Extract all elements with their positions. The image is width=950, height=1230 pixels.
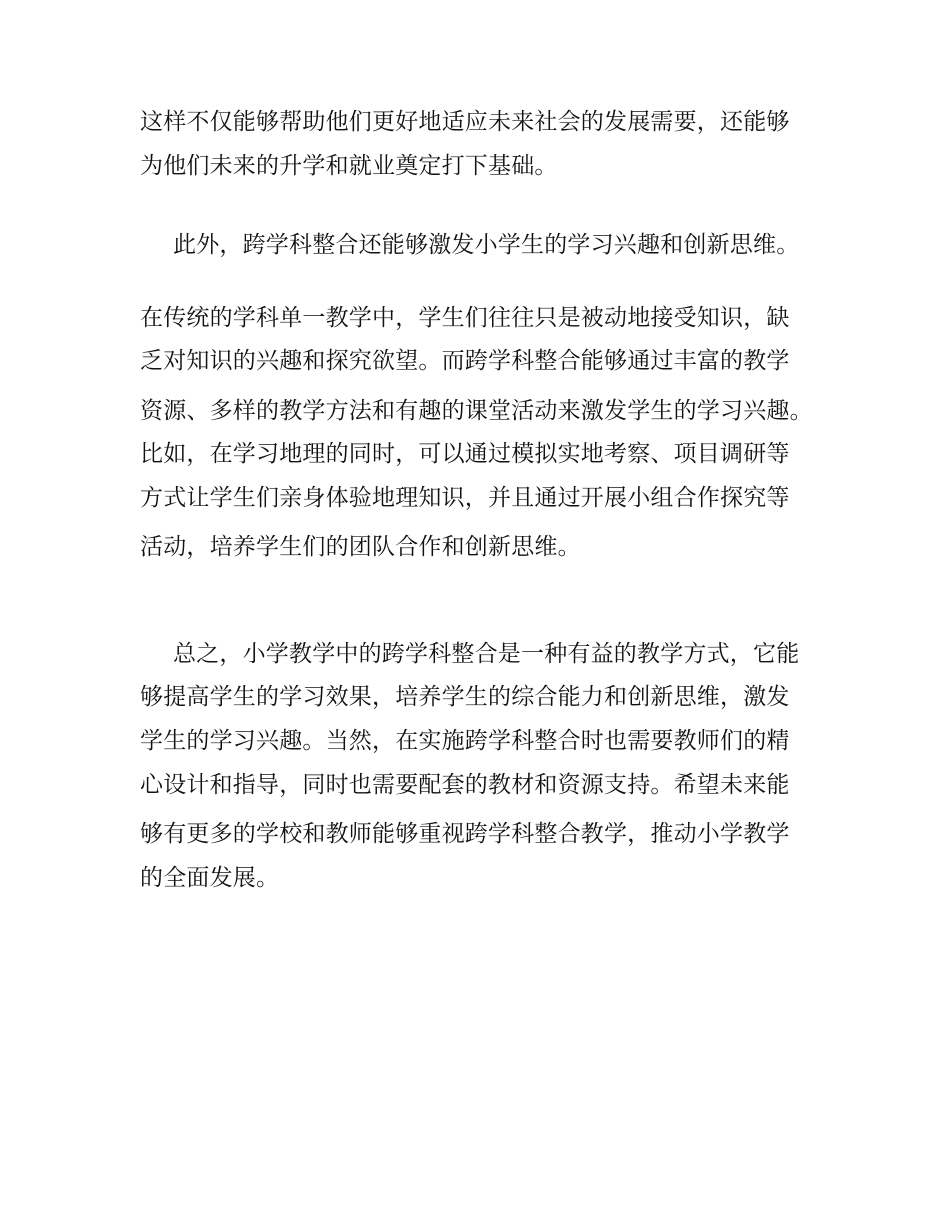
text-line: 在传统的学科单一教学中，学生们往往只是被动地接受知识，缺: [140, 305, 790, 331]
text-line: 为他们未来的升学和就业奠定打下基础。: [140, 153, 558, 179]
text-line: 够提高学生的学习效果，培养学生的综合能力和创新思维，激发: [140, 684, 790, 710]
text-line: 比如，在学习地理的同时，可以通过模拟实地考察、项目调研等: [140, 441, 790, 467]
text-line: 这样不仅能够帮助他们更好地适应未来社会的发展需要，还能够: [140, 109, 790, 135]
text-line: 活动，培养学生们的团队合作和创新思维。: [140, 534, 581, 560]
text-line: 够有更多的学校和教师能够重视跨学科整合教学，推动小学教学: [140, 821, 790, 847]
text-line: 学生的学习兴趣。当然，在实施跨学科整合时也需要教师们的精: [140, 728, 790, 754]
text-line: 乏对知识的兴趣和探究欲望。而跨学科整合能够通过丰富的教学: [140, 348, 790, 374]
text-line: 心设计和指导，同时也需要配套的教材和资源支持。希望未来能: [140, 772, 790, 798]
text-line: 此外，跨学科整合还能够激发小学生的学习兴趣和创新思维。: [173, 232, 800, 258]
text-line: 总之，小学教学中的跨学科整合是一种有益的教学方式，它能: [173, 641, 800, 667]
text-line: 的全面发展。: [140, 865, 280, 891]
text-line: 方式让学生们亲身体验地理知识，并且通过开展小组合作探究等: [140, 485, 790, 511]
text-line: 资源、多样的教学方法和有趣的课堂活动来激发学生的学习兴趣。: [140, 398, 813, 424]
